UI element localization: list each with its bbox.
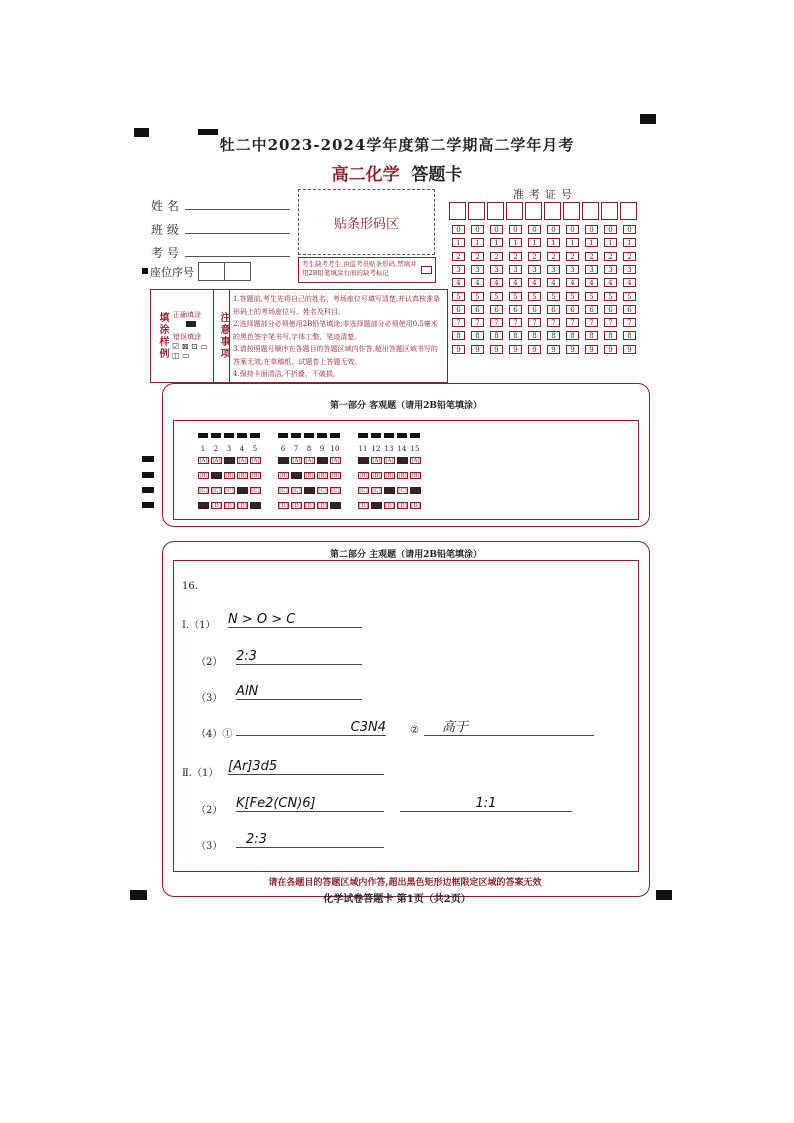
option-bubble-a[interactable]: [A] [372, 458, 381, 464]
exam-digit-bubble[interactable]: 3 [585, 265, 598, 274]
exam-digit-bubble[interactable]: 3 [471, 265, 484, 274]
timing-mark [250, 433, 260, 438]
part1-header: 第一部分 客观题（请用2B铅笔填涂） [329, 401, 482, 411]
notes-divider-1 [213, 290, 214, 382]
option-bubble-c[interactable]: [C] [411, 488, 420, 494]
exam-digit-bubble[interactable]: 3 [490, 265, 503, 274]
name-label: 姓 名 [151, 199, 179, 213]
exam-digit-bubble[interactable]: 4 [509, 278, 522, 287]
class-label: 班 级 [151, 223, 179, 237]
exam-digit-bubble[interactable]: 6 [585, 305, 598, 314]
exam-digit-bubble[interactable]: 4 [528, 278, 541, 287]
exam-digit-bubble[interactable]: 5 [490, 292, 503, 301]
exam-digit-bubble[interactable]: 1 [452, 238, 465, 247]
exam-digit-bubble[interactable]: 0 [490, 225, 503, 234]
exam-digit-bubble[interactable]: 7 [623, 318, 636, 327]
exam-digit-bubble[interactable]: 9 [547, 345, 560, 354]
fill-example-label: 填涂样例 [157, 312, 168, 360]
exam-digit-bubble[interactable]: 7 [547, 318, 560, 327]
row-mark-a [142, 456, 154, 462]
answer-area-warning: 请在各题目的答题区域内作答,超出黑色矩形边框限定区域的答案无效 [268, 878, 542, 888]
exam-digit-bubble[interactable]: 4 [623, 278, 636, 287]
barcode-label: 贴条形码区 [333, 216, 399, 232]
option-bubble-a[interactable]: [A] [251, 458, 260, 464]
option-bubble-b[interactable]: [B] [411, 473, 420, 479]
q16-ii2-answer2[interactable]: 1:1 [400, 797, 572, 812]
notes-panel [150, 289, 448, 383]
option-bubble-c[interactable]: [C] [225, 488, 234, 494]
exam-digit-bubble[interactable]: 5 [585, 292, 598, 301]
q16-answer-box[interactable] [173, 560, 639, 872]
option-bubble-c[interactable]: [C] [331, 488, 340, 494]
note-1: 1.答题前,考生先将自己的姓名、考场座位号填写清楚,并认真核准条形码上的考场座位号、姓名及科目。 [233, 295, 441, 316]
wrong-fill-samples: ☑ ⊠ ⊡ ▭ ◫ ▭ [172, 342, 208, 360]
option-bubble-d[interactable]: [D] [225, 503, 234, 509]
class-field[interactable] [151, 221, 179, 238]
option-bubble-a[interactable]: [A] [199, 458, 208, 464]
exam-digit-bubble[interactable]: 3 [509, 265, 522, 274]
row-mark-d [142, 502, 154, 508]
exam-digit-bubble[interactable]: 8 [547, 331, 560, 340]
exam-digit-bubble[interactable]: 3 [604, 265, 617, 274]
option-bubble-b[interactable]: [B] [279, 473, 288, 479]
option-bubble-a[interactable]: [A] [385, 458, 394, 464]
absent-checkbox[interactable] [421, 266, 432, 274]
absent-warning [298, 257, 436, 283]
timing-mark [211, 433, 221, 438]
option-bubble-a[interactable]: [A] [305, 458, 314, 464]
timing-mark [384, 433, 394, 438]
q16-i1-answer[interactable]: N > O > C [228, 613, 362, 628]
exam-digit-bubble[interactable]: 7 [452, 318, 465, 327]
notes-text [233, 293, 443, 381]
option-bubble-d[interactable]: [D] [292, 503, 301, 509]
q16-ii2-label: （2） [196, 805, 223, 816]
exam-digit-bubble[interactable]: 2 [604, 252, 617, 261]
option-bubble-c[interactable]: [C] [212, 488, 221, 494]
seat-box-2[interactable] [224, 262, 251, 281]
exam-digit-bubble[interactable]: 2 [509, 252, 522, 261]
exam-digit-bubble[interactable]: 6 [604, 305, 617, 314]
option-bubble-d[interactable]: [D] [398, 503, 407, 509]
option-bubble-c[interactable]: [C] [199, 488, 208, 494]
option-bubble-d[interactable]: [D] [411, 503, 420, 509]
option-bubble-d[interactable]: [D] [372, 503, 381, 509]
option-bubble-c[interactable]: [C] [279, 488, 288, 494]
option-bubble-b[interactable]: [B] [359, 473, 368, 479]
part1-section [162, 383, 650, 527]
exam-digit-bubble[interactable]: 4 [585, 278, 598, 287]
exam-digit-bubble[interactable]: 5 [471, 292, 484, 301]
correct-fill-sample [186, 321, 196, 327]
exam-digit-bubble[interactable]: 5 [509, 292, 522, 301]
option-bubble-c[interactable]: [C] [251, 488, 260, 494]
exam-digit-bubble[interactable]: 6 [452, 305, 465, 314]
q16-ii1-answer[interactable]: [Ar]3d5 [228, 760, 384, 775]
exam-digit-bubble[interactable]: 0 [623, 225, 636, 234]
exam-digit-bubble[interactable]: 0 [528, 225, 541, 234]
exam-digit-bubble[interactable]: 0 [452, 225, 465, 234]
exam-number-cells[interactable] [449, 202, 639, 220]
exam-digit-bubble[interactable]: 5 [604, 292, 617, 301]
exam-digit-bubble[interactable]: 0 [471, 225, 484, 234]
seat-box-1[interactable] [198, 262, 225, 281]
exam-digit-bubble[interactable]: 7 [604, 318, 617, 327]
exam-digit-bubble[interactable]: 1 [566, 238, 579, 247]
exam-digit-bubble[interactable]: 9 [490, 345, 503, 354]
exam-digit-bubble[interactable]: 6 [471, 305, 484, 314]
option-bubble-b[interactable]: [B] [398, 473, 407, 479]
exam-digit-bubble[interactable]: 2 [471, 252, 484, 261]
exam-digit-bubble[interactable]: 9 [509, 345, 522, 354]
option-bubble-b[interactable]: [B] [331, 473, 340, 479]
timing-mark [371, 433, 381, 438]
option-bubble-a[interactable]: [A] [238, 458, 247, 464]
option-bubble-a[interactable]: [A] [225, 458, 234, 464]
option-bubble-c[interactable]: [C] [318, 488, 327, 494]
exam-digit-bubble[interactable]: 5 [547, 292, 560, 301]
exam-digit-bubble[interactable]: 6 [566, 305, 579, 314]
timing-mark [304, 433, 314, 438]
option-bubble-a[interactable]: [A] [359, 458, 368, 464]
timing-mark [397, 433, 407, 438]
exam-digit-bubble[interactable]: 9 [566, 345, 579, 354]
exam-digit-bubble[interactable]: 6 [547, 305, 560, 314]
option-bubble-d[interactable]: [D] [318, 503, 327, 509]
exam-digit-bubble[interactable]: 7 [471, 318, 484, 327]
question-number: 13 [384, 445, 394, 453]
option-bubble-b[interactable]: [B] [199, 473, 208, 479]
subject-name: 高二化学 [331, 165, 400, 185]
notes-divider-2 [229, 290, 230, 382]
exam-digit-bubble[interactable]: 8 [490, 331, 503, 340]
question-number: 6 [280, 445, 286, 453]
option-bubble-d[interactable]: [D] [331, 503, 340, 509]
q16-i2-label: （2） [196, 657, 223, 668]
exam-title: 牡二中2023-2024学年度第二学期高二学年月考 [219, 136, 575, 154]
option-bubble-b[interactable]: [B] [225, 473, 234, 479]
option-bubble-a[interactable]: [A] [292, 458, 301, 464]
barcode-area [298, 189, 435, 255]
timing-mark [410, 433, 420, 438]
exam-digit-bubble[interactable]: 9 [471, 345, 484, 354]
timing-mark [317, 433, 327, 438]
part2-section [162, 541, 650, 897]
exam-digit-bubble[interactable]: 3 [566, 265, 579, 274]
exam-digit-bubble[interactable]: 1 [471, 238, 484, 247]
question-number: 3 [226, 445, 232, 453]
question-number: 9 [319, 445, 325, 453]
exam-no-label: 考 号 [151, 246, 179, 260]
exam-digit-bubble[interactable]: 4 [471, 278, 484, 287]
question-number: 11 [358, 445, 368, 453]
exam-digit-bubble[interactable]: 8 [509, 331, 522, 340]
q16-i3-label: （3） [196, 693, 223, 704]
option-bubble-b[interactable]: [B] [238, 473, 247, 479]
exam-digit-bubble[interactable]: 5 [566, 292, 579, 301]
question-number: 15 [410, 445, 420, 453]
exam-digit-bubble[interactable]: 4 [566, 278, 579, 287]
exam-digit-bubble[interactable]: 6 [509, 305, 522, 314]
exam-digit-bubble[interactable]: 5 [452, 292, 465, 301]
option-bubble-d[interactable]: [D] [199, 503, 208, 509]
exam-digit-bubble[interactable]: 1 [623, 238, 636, 247]
exam-digit-bubble[interactable]: 7 [528, 318, 541, 327]
option-bubble-d[interactable]: [D] [385, 503, 394, 509]
exam-digit-bubble[interactable]: 8 [566, 331, 579, 340]
exam-digit-bubble[interactable]: 8 [604, 331, 617, 340]
seat-label: 座位序号 [150, 266, 194, 279]
exam-digit-bubble[interactable]: 4 [452, 278, 465, 287]
row-mark-b [142, 472, 154, 478]
option-bubble-d[interactable]: [D] [238, 503, 247, 509]
question-number: 14 [397, 445, 407, 453]
exam-digit-bubble[interactable]: 6 [490, 305, 503, 314]
option-bubble-d[interactable]: [D] [279, 503, 288, 509]
exam-digit-bubble[interactable]: 1 [585, 238, 598, 247]
exam-digit-bubble[interactable]: 9 [452, 345, 465, 354]
exam-number-label: 准考证号 [513, 188, 577, 201]
exam-digit-bubble[interactable]: 6 [528, 305, 541, 314]
option-bubble-d[interactable]: [D] [251, 503, 260, 509]
option-bubble-b[interactable]: [B] [212, 473, 221, 479]
option-bubble-a[interactable]: [A] [318, 458, 327, 464]
q16-ii3-label: （3） [196, 841, 223, 852]
question-number: 10 [330, 445, 340, 453]
question-number: 12 [371, 445, 381, 453]
timing-mark [278, 433, 288, 438]
exam-digit-bubble[interactable]: 7 [566, 318, 579, 327]
option-bubble-c[interactable]: [C] [398, 488, 407, 494]
mc-answer-grid[interactable] [173, 420, 639, 520]
exam-digit-bubble[interactable]: 2 [528, 252, 541, 261]
q16-i2-answer[interactable]: 2:3 [236, 650, 362, 665]
exam-digit-bubble[interactable]: 0 [566, 225, 579, 234]
exam-digit-bubble[interactable]: 9 [585, 345, 598, 354]
exam-digit-bubble[interactable]: 5 [623, 292, 636, 301]
exam-digit-bubble[interactable]: 5 [528, 292, 541, 301]
exam-digit-bubble[interactable]: 2 [490, 252, 503, 261]
exam-no-field[interactable] [151, 244, 179, 261]
exam-digit-bubble[interactable]: 2 [623, 252, 636, 261]
exam-digit-bubble[interactable]: 1 [509, 238, 522, 247]
timing-mark [198, 433, 208, 438]
exam-digit-bubble[interactable]: 1 [604, 238, 617, 247]
q16-i4-label: （4）① [196, 729, 233, 740]
exam-digit-bubble[interactable]: 0 [547, 225, 560, 234]
option-bubble-c[interactable]: [C] [385, 488, 394, 494]
card-label: 答题卡 [411, 165, 463, 185]
option-bubble-c[interactable]: [C] [372, 488, 381, 494]
exam-digit-bubble[interactable]: 2 [566, 252, 579, 261]
exam-digit-bubble[interactable]: 0 [509, 225, 522, 234]
option-bubble-a[interactable]: [A] [212, 458, 221, 464]
timing-mark [237, 433, 247, 438]
option-bubble-b[interactable]: [B] [251, 473, 260, 479]
option-bubble-d[interactable]: [D] [359, 503, 368, 509]
option-bubble-c[interactable]: [C] [292, 488, 301, 494]
q16-i3-answer[interactable]: AlN [236, 685, 362, 700]
exam-digit-bubble[interactable]: 8 [623, 331, 636, 340]
option-bubble-d[interactable]: [D] [305, 503, 314, 509]
option-bubble-b[interactable]: [B] [305, 473, 314, 479]
subject-title [0, 160, 794, 185]
option-bubble-b[interactable]: [B] [385, 473, 394, 479]
option-bubble-b[interactable]: [B] [292, 473, 301, 479]
exam-digit-bubble[interactable]: 3 [452, 265, 465, 274]
exam-digit-bubble[interactable]: 7 [585, 318, 598, 327]
exam-digit-bubble[interactable]: 1 [528, 238, 541, 247]
option-bubble-a[interactable]: [A] [279, 458, 288, 464]
corner-mark-tr [640, 114, 656, 124]
timing-mark [224, 433, 234, 438]
option-bubble-d[interactable]: [D] [212, 503, 221, 509]
exam-digit-bubble[interactable]: 8 [471, 331, 484, 340]
question-number: 8 [306, 445, 312, 453]
exam-digit-bubble[interactable]: 2 [585, 252, 598, 261]
row-mark-c [142, 487, 154, 493]
q16-i4-answer1[interactable]: C3N4 [236, 721, 386, 736]
q16-ii2-answer1[interactable]: K[Fe2(CN)6] [236, 797, 384, 812]
exam-digit-bubble[interactable]: 2 [452, 252, 465, 261]
exam-digit-bubble[interactable]: 4 [547, 278, 560, 287]
q16-ii3-answer[interactable]: 2:3 [236, 833, 384, 848]
exam-digit-bubble[interactable]: 8 [585, 331, 598, 340]
option-bubble-c[interactable]: [C] [238, 488, 247, 494]
option-bubble-a[interactable]: [A] [411, 458, 420, 464]
notes-label: 注意事项 [218, 312, 229, 360]
name-field[interactable] [151, 197, 179, 214]
q16-i4-answer2[interactable]: 高于 [424, 721, 594, 736]
timing-mark [358, 433, 368, 438]
exam-digit-bubble[interactable]: 0 [604, 225, 617, 234]
note-3: 3.请按照题号顺序在各题目的答题区域内作答,超出答题区域书写的答案无效;在草稿纸、试题卷上答题无效。 [233, 345, 438, 366]
seat-mark [142, 268, 148, 274]
q16-i1-label: Ⅰ.（1） [182, 620, 216, 631]
exam-digit-bubble[interactable]: 6 [623, 305, 636, 314]
option-bubble-c[interactable]: [C] [305, 488, 314, 494]
question-number: 1 [200, 445, 206, 453]
exam-digit-bubble[interactable]: 9 [528, 345, 541, 354]
exam-digit-bubble[interactable]: 4 [490, 278, 503, 287]
exam-digit-bubble[interactable]: 1 [547, 238, 560, 247]
part2-header: 第二部分 主观题（请用2B铅笔填涂） [329, 550, 482, 560]
exam-digit-bubble[interactable]: 1 [490, 238, 503, 247]
timing-mark [330, 433, 340, 438]
exam-digit-bubble[interactable]: 8 [528, 331, 541, 340]
exam-digit-bubble[interactable]: 8 [452, 331, 465, 340]
exam-digit-bubble[interactable]: 7 [490, 318, 503, 327]
option-bubble-b[interactable]: [B] [372, 473, 381, 479]
question-number: 2 [213, 445, 219, 453]
q16-i4-label2: ② [410, 725, 419, 736]
q16-ii1-label: Ⅱ.（1） [182, 768, 219, 779]
exam-digit-bubble[interactable]: 3 [623, 265, 636, 274]
exam-digit-bubble[interactable]: 0 [585, 225, 598, 234]
wrong-fill-label: 错误填涂 [173, 333, 201, 341]
exam-digit-bubble[interactable]: 3 [547, 265, 560, 274]
option-bubble-c[interactable]: [C] [359, 488, 368, 494]
exam-digit-bubble[interactable]: 7 [509, 318, 522, 327]
page-number: 化学试卷答题卡 第1页（共2页） [323, 894, 471, 905]
note-2: 2.选择题部分必须使用2B铅笔填涂;非选择题部分必须使用0.5毫米的黑色签字笔书写,字体工整、笔迹清楚。 [233, 320, 438, 341]
option-bubble-a[interactable]: [A] [331, 458, 340, 464]
question-number: 7 [293, 445, 299, 453]
q16-number: 16. [182, 581, 198, 592]
option-bubble-b[interactable]: [B] [318, 473, 327, 479]
option-bubble-a[interactable]: [A] [398, 458, 407, 464]
exam-digit-bubble[interactable]: 4 [604, 278, 617, 287]
absent-warning-text: 考生缺考考生,由监考员贴条形码,禁填并用2B铅笔填涂右面的缺考标记 [302, 260, 417, 277]
timing-mark [291, 433, 301, 438]
question-number: 5 [252, 445, 258, 453]
exam-digit-bubble[interactable]: 9 [623, 345, 636, 354]
exam-digit-bubble[interactable]: 2 [547, 252, 560, 261]
note-4: 4.保持卡面清洁,不折叠、不破损。 [233, 370, 340, 378]
exam-digit-bubble[interactable]: 9 [604, 345, 617, 354]
exam-digit-bubble[interactable]: 3 [528, 265, 541, 274]
question-number: 4 [239, 445, 245, 453]
correct-fill-label: 正确填涂 [173, 311, 201, 319]
